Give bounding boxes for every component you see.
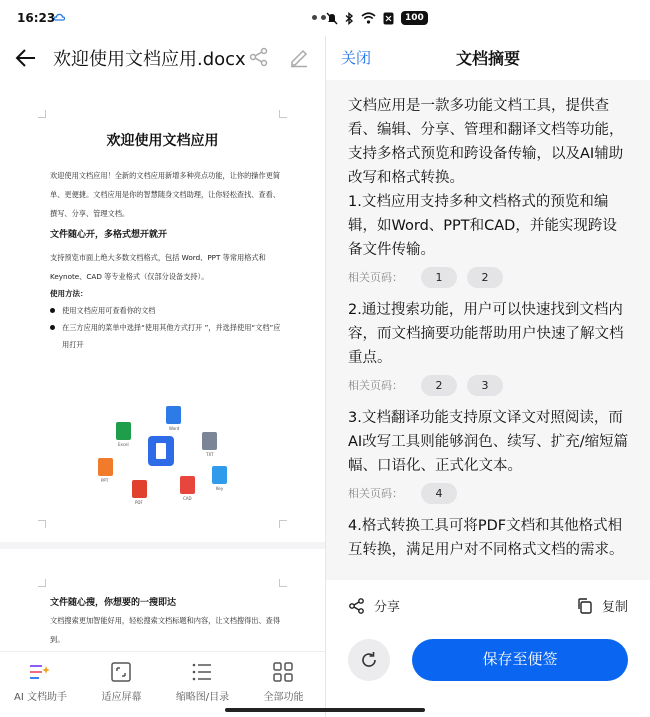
excel-file-icon	[116, 422, 131, 440]
file-formats-illustration	[94, 402, 234, 512]
key-file-icon	[212, 466, 227, 484]
wifi-icon	[361, 12, 376, 24]
summary-actions	[326, 588, 650, 624]
bluetooth-icon	[345, 12, 354, 25]
share-label: 分享	[374, 600, 401, 615]
page-heading: 欢迎使用文档应用	[106, 133, 219, 149]
summary-point: 1.文档应用支持多种文档格式的预览和编辑，如Word、PPT和CAD，并能实现跨设备文件传输。	[348, 194, 617, 258]
document-canvas[interactable]	[0, 80, 325, 651]
panel-title: 文档摘要	[455, 49, 520, 68]
list-item: 使用文档应用可查看你的文档	[50, 302, 282, 319]
copy-icon	[576, 597, 594, 615]
share-icon[interactable]	[248, 46, 270, 68]
home-indicator[interactable]	[225, 708, 425, 712]
file-type-label: Excel	[118, 442, 129, 447]
tab-label: 全部功能	[263, 692, 304, 703]
usage-heading: 使用方法：	[50, 289, 88, 298]
cad-file-icon	[180, 476, 195, 494]
related-pages-label: 相关页码：	[348, 271, 403, 284]
list-item: 在三方应用的菜单中选择“使用其他方式打开 ”，并选择使用“文档”应用打开	[50, 319, 282, 353]
section-text: 支持预览市面上绝大多数文档格式，包括 Word、PPT 等常用格式和 Keynote、CAD 等专业格式（仅部分设备支持）。	[50, 253, 266, 281]
tab-fit-screen[interactable]	[81, 652, 162, 717]
tab-label: 缩略图/目录	[175, 692, 230, 703]
related-pages-label: 相关页码：	[348, 379, 403, 392]
summary-panel	[326, 36, 650, 717]
summary-intro: 文档应用是一款多功能文档工具，提供查看、编辑、分享、管理和翻译文档等功能，支持多格式预览和跨设备传输，以及AI辅助改写和格式转换。	[348, 98, 624, 186]
nfc-icon	[383, 12, 394, 25]
document-page	[0, 80, 325, 542]
document-viewer	[0, 36, 325, 717]
save-to-notes-button[interactable]: 保存至便签	[412, 639, 628, 681]
file-type-label: PPT	[101, 478, 109, 483]
status-time: 16:23	[17, 11, 56, 25]
document-page	[0, 549, 325, 651]
section-heading: 文件随心搜，你想要的一搜即达	[50, 598, 177, 608]
copy-button[interactable]	[576, 596, 628, 615]
file-type-label: CAD	[183, 496, 192, 501]
share-button[interactable]	[348, 596, 400, 615]
summary-content[interactable]	[326, 80, 650, 580]
page-chip[interactable]: 3	[467, 375, 503, 396]
docs-app-icon	[148, 436, 174, 466]
section-text: 文档搜索更加智能好用，轻松搜索文档标题和内容，让文档搜得出、查得到。	[50, 616, 281, 644]
fit-screen-icon	[109, 661, 133, 683]
close-button[interactable]: 关闭	[341, 49, 372, 67]
file-type-label: TXT	[206, 452, 214, 457]
section-heading: 文件随心开，多格式想开就开	[50, 230, 168, 240]
document-header	[0, 36, 325, 80]
mute-icon	[326, 12, 338, 25]
tab-label: AI 文档助手	[14, 692, 67, 703]
ppt-file-icon	[98, 458, 113, 476]
related-pages	[348, 482, 457, 504]
related-pages	[348, 374, 503, 396]
pdf-file-icon	[132, 480, 147, 498]
file-type-label: Key	[216, 486, 224, 491]
share-icon	[348, 597, 366, 615]
status-icons	[326, 10, 650, 26]
page-chip[interactable]: 4	[421, 483, 457, 504]
page-chip[interactable]: 1	[421, 267, 457, 288]
edit-icon[interactable]	[288, 46, 310, 68]
tab-ai-assistant[interactable]	[0, 652, 81, 717]
list-icon	[190, 661, 214, 683]
file-type-label: Word	[169, 426, 180, 431]
refresh-icon	[359, 650, 379, 670]
document-title: 欢迎使用文档应用.docx	[53, 49, 246, 70]
battery-level: 100	[401, 11, 428, 25]
txt-file-icon	[202, 432, 217, 450]
related-pages	[348, 266, 503, 288]
word-file-icon	[166, 406, 181, 424]
cloud-sync-icon	[54, 13, 65, 21]
ai-assistant-icon	[28, 661, 52, 683]
summary-point: 4.格式转换工具可将PDF文档和其他格式相互转换，满足用户对不同格式文档的需求。	[348, 518, 624, 558]
page-chip[interactable]: 2	[467, 267, 503, 288]
regenerate-button[interactable]	[348, 639, 390, 681]
summary-point: 2.通过搜索功能，用户可以快速找到文档内容，而文档摘要功能帮助用户快速了解文档重点。	[348, 302, 624, 366]
file-type-label: PDF	[135, 500, 143, 505]
page-intro: 欢迎使用文档应用！全新的文档应用新增多种亮点功能，让你的操作更简单、更便捷。文档应用是你的智慧随身文档助理，让你轻松查找、查看、撰写、分享、管理文档。	[50, 171, 281, 218]
status-bar	[0, 0, 650, 36]
summary-point: 3.文档翻译功能支持原文译文对照阅读，而AI改写工具则能够润色、续写、扩充/缩短篇幅、口语化、正式化文本。	[348, 410, 629, 474]
tab-label: 适应屏幕	[101, 692, 142, 703]
grid-icon	[271, 661, 295, 683]
copy-label: 复制	[601, 600, 628, 615]
page-chip[interactable]: 2	[421, 375, 457, 396]
related-pages-label: 相关页码：	[348, 487, 403, 500]
back-arrow-icon[interactable]	[14, 46, 38, 70]
